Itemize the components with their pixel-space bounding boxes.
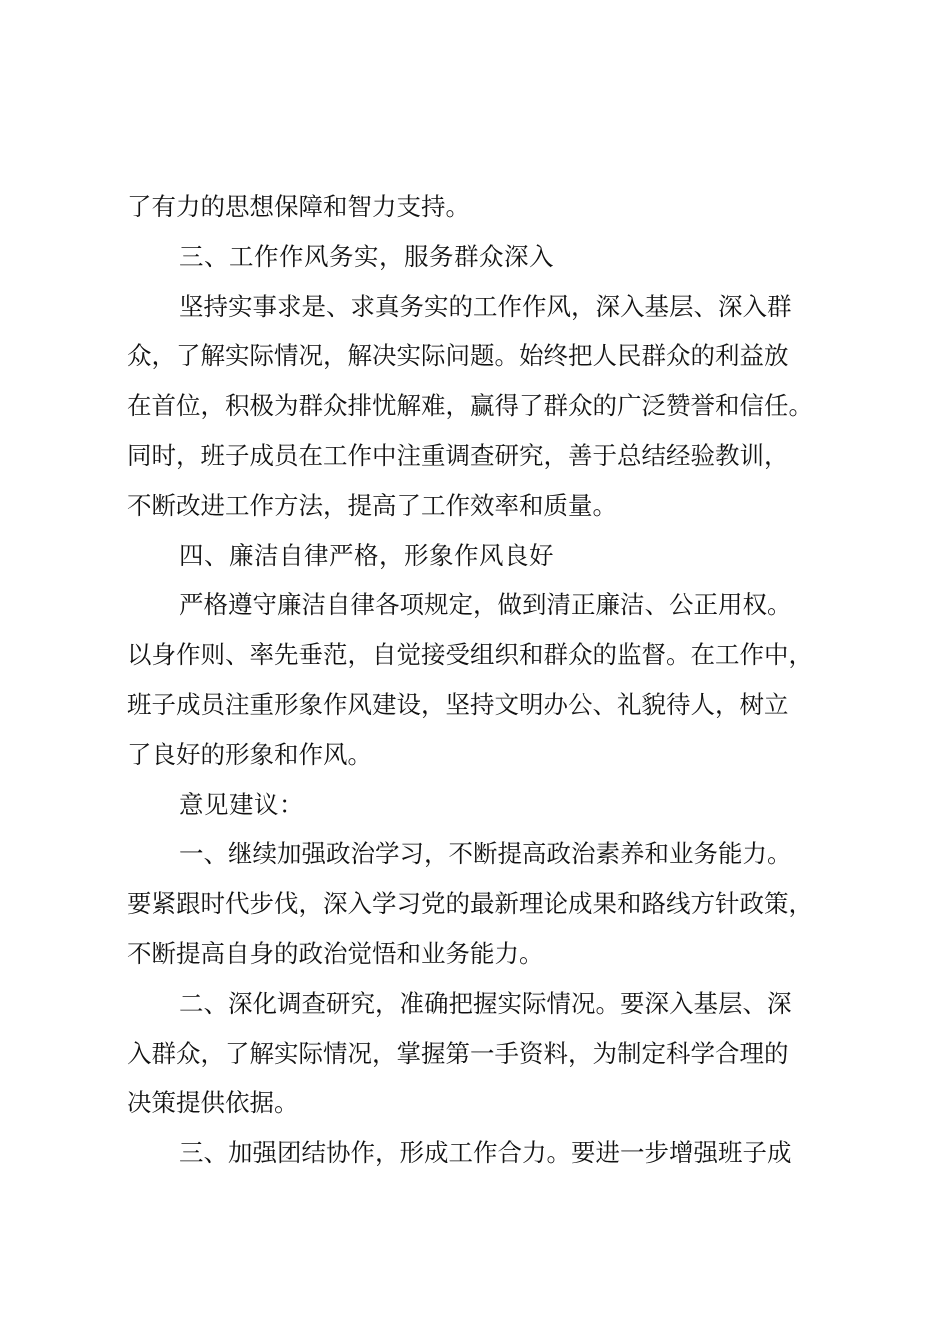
paragraph-start-line: 二、深化调查研究，准确把握实际情况。要深入基层、深: [179, 988, 792, 1018]
paragraph-start-line: 三、加强团结协作，形成工作合力。要进一步增强班子成: [179, 1138, 792, 1168]
text-line: 了有力的思想保障和智力支持。: [127, 192, 470, 221]
section-heading: 意见建议：: [179, 789, 304, 819]
document-body: [127, 182, 837, 1178]
text-line: 决策提供依据。: [127, 1088, 299, 1118]
text-line: 众，了解实际情况，解决实际问题。始终把人民群众的利益放: [127, 341, 789, 371]
section-heading: 四、廉洁自律严格，形象作风良好: [179, 540, 554, 570]
text-line: 以身作则、率先垂范，自觉接受组织和群众的监督。在工作中，: [127, 640, 813, 670]
text-line: 同时，班子成员在工作中注重调查研究，善于总结经验教训，: [127, 440, 789, 470]
text-line: 入群众，了解实际情况，掌握第一手资料，为制定科学合理的: [127, 1038, 789, 1068]
text-line: 了良好的形象和作风。: [127, 739, 372, 769]
text-line: 不断提高自身的政治觉悟和业务能力。: [127, 938, 544, 968]
text-line: 要紧跟时代步伐，深入学习党的最新理论成果和路线方针政策，: [127, 889, 813, 919]
paragraph-start-line: 一、继续加强政治学习，不断提高政治素养和业务能力。: [179, 839, 792, 869]
text-line: 在首位，积极为群众排忧解难，赢得了群众的广泛赞誉和信任。: [127, 391, 813, 421]
text-line: 不断改进工作方法，提高了工作效率和质量。: [127, 490, 617, 520]
paragraph-start-line: 严格遵守廉洁自律各项规定，做到清正廉洁、公正用权。: [179, 590, 792, 620]
text-line: 班子成员注重形象作风建设，坚持文明办公、礼貌待人，树立: [127, 689, 789, 719]
paragraph-start-line: 坚持实事求是、求真务实的工作作风，深入基层、深入群: [179, 291, 792, 321]
section-heading: 三、工作作风务实，服务群众深入: [179, 241, 554, 271]
